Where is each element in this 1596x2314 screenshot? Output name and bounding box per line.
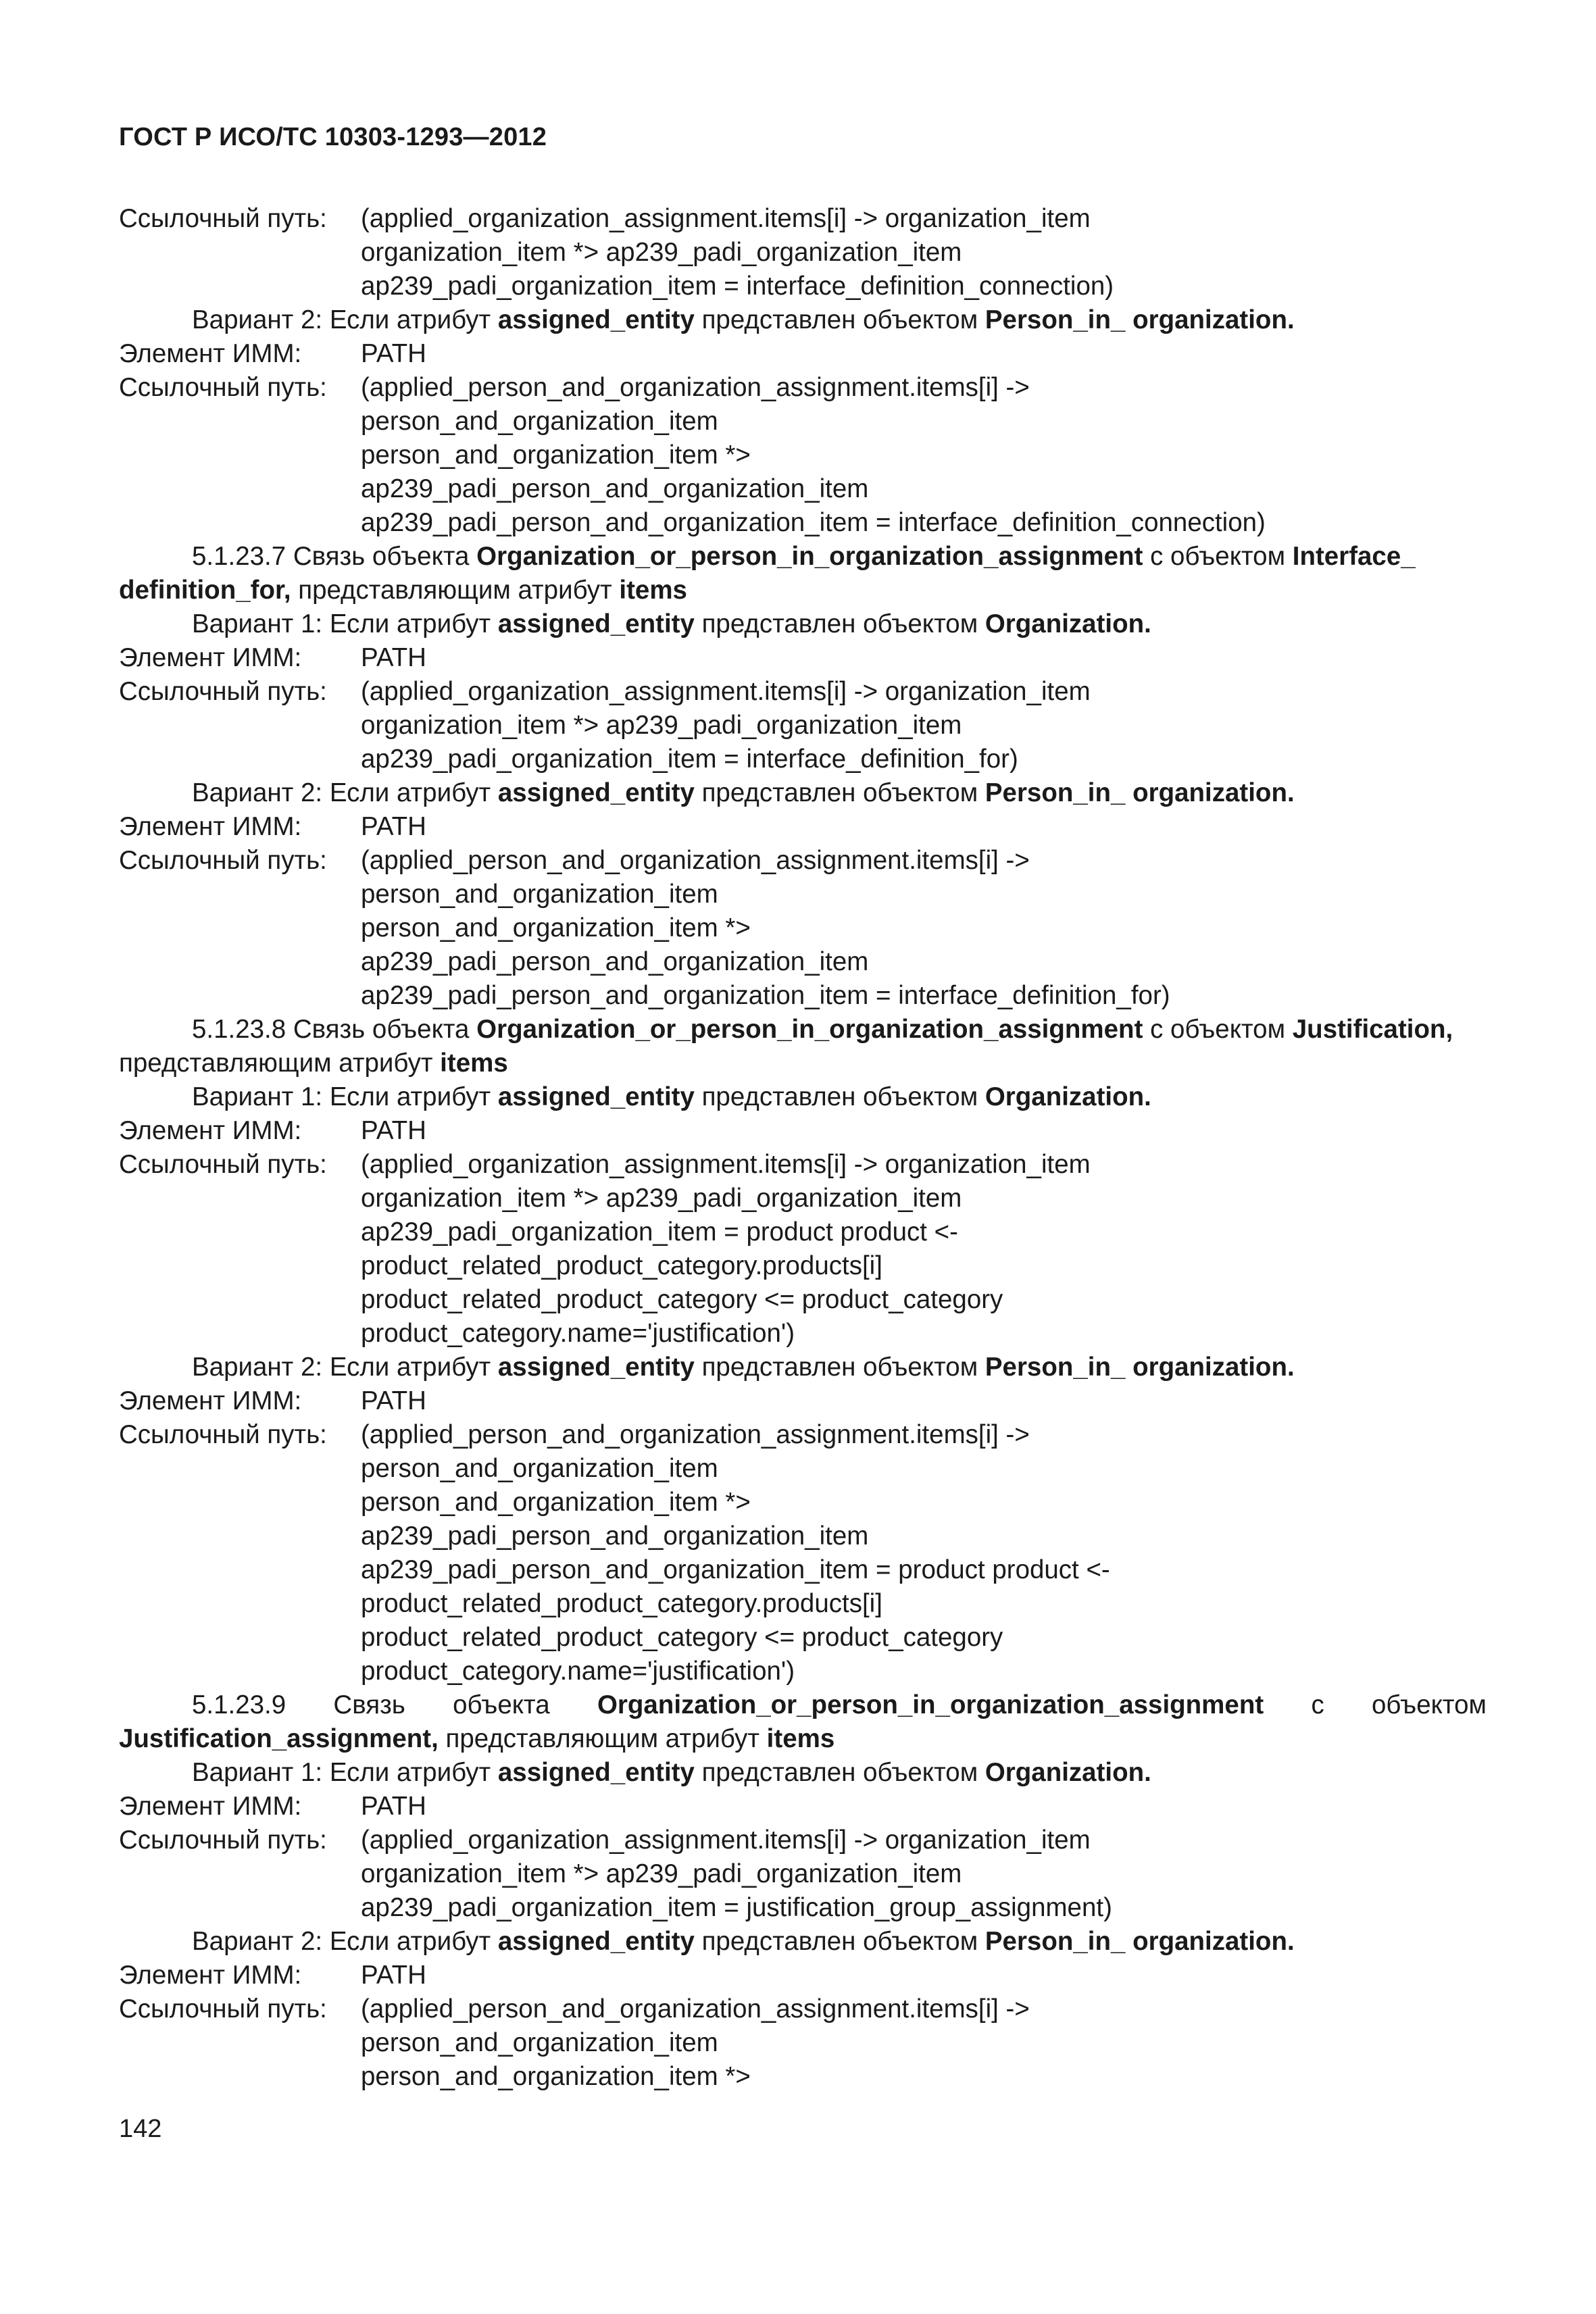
reference-path-line: ap239_padi_person_and_organization_item = interface_definition_for)	[361, 981, 1170, 1010]
mapping-row	[119, 1384, 1487, 1418]
document-code-header: ГОСТ Р ИСО/ТС 10303-1293—2012	[119, 123, 547, 151]
entity-name: Justification,	[1292, 1015, 1453, 1044]
attribute-name: assigned_entity	[497, 778, 695, 807]
mapping-row	[119, 1148, 1487, 1182]
mapping-row	[119, 844, 1487, 878]
entity-name: Organization.	[984, 609, 1151, 638]
reference-path-line: person_and_organization_item *>	[361, 441, 751, 470]
section-heading-continuation	[119, 1047, 1487, 1080]
attribute-name: assigned_entity	[497, 609, 695, 638]
reference-path-line: product_related_product_category <= product_category	[361, 1285, 1003, 1314]
field-label: Ссылочный путь:	[119, 1994, 327, 2023]
attribute-name: assigned_entity	[497, 1082, 695, 1111]
field-label: Элемент ИММ:	[119, 1116, 302, 1145]
field-value: PATH	[361, 643, 426, 672]
reference-path-line: ap239_padi_organization_item = interface_definition_connection)	[361, 272, 1114, 301]
attribute-name: items	[440, 1049, 508, 1078]
field-value: (applied_organization_assignment.items[i] -> organization_item	[361, 1826, 1091, 1855]
field-value: (applied_person_and_organization_assignment.items[i] ->	[361, 846, 1030, 875]
field-label: Ссылочный путь:	[119, 204, 327, 233]
entity-name: Person_in_ organization.	[984, 305, 1295, 334]
reference-path-line: ap239_padi_person_and_organization_item	[361, 474, 869, 503]
entity-name: Person_in_ organization.	[984, 778, 1295, 807]
entity-name: Organization_or_person_in_organization_assignment	[597, 1690, 1264, 1719]
reference-path-line: person_and_organization_item	[361, 1454, 718, 1483]
section-text: 5.1.23.9 Связь объекта	[192, 1690, 597, 1719]
section-text: с объектом	[1143, 542, 1293, 571]
variant-text: Вариант 1: Если атрибут	[192, 609, 498, 638]
field-label: Элемент ИММ:	[119, 1792, 302, 1821]
reference-path-line: person_and_organization_item *>	[361, 1488, 751, 1517]
variant-text: Вариант 2: Если атрибут	[192, 778, 498, 807]
section-heading	[119, 540, 1487, 574]
entity-name: Interface_	[1292, 542, 1416, 571]
reference-path-line: ap239_padi_person_and_organization_item = product product <-	[361, 1555, 1110, 1584]
field-value: PATH	[361, 339, 426, 368]
section-heading-continuation	[119, 1722, 1487, 1756]
reference-path-line: person_and_organization_item	[361, 2028, 718, 2057]
entity-name: definition_for,	[119, 576, 291, 605]
mapping-row	[119, 641, 1487, 675]
field-value: (applied_organization_assignment.items[i] -> organization_item	[361, 204, 1091, 233]
reference-path-line: product_category.name='justification')	[361, 1319, 795, 1348]
entity-name: Organization.	[984, 1082, 1151, 1111]
field-value: PATH	[361, 812, 426, 841]
mapping-row	[119, 202, 1487, 236]
field-label: Ссылочный путь:	[119, 1420, 327, 1449]
field-label: Ссылочный путь:	[119, 373, 327, 402]
reference-path-line: product_category.name='justification')	[361, 1657, 795, 1686]
variant-text: представлен объектом	[694, 1082, 985, 1111]
variant-text: представлен объектом	[694, 1927, 985, 1956]
section-text: 5.1.23.8 Связь объекта	[192, 1015, 477, 1044]
reference-path-line: organization_item *> ap239_padi_organization_item	[361, 1859, 962, 1888]
field-label: Элемент ИММ:	[119, 1961, 302, 1990]
field-value: PATH	[361, 1792, 426, 1821]
entity-name: Justification_assignment,	[119, 1724, 439, 1753]
mapping-row	[119, 337, 1487, 371]
field-label: Ссылочный путь:	[119, 846, 327, 875]
attribute-name: assigned_entity	[497, 305, 695, 334]
mapping-row	[119, 1418, 1487, 1452]
variant-text: Вариант 1: Если атрибут	[192, 1082, 498, 1111]
reference-path-line: ap239_padi_person_and_organization_item	[361, 1521, 869, 1551]
section-text: с объектом	[1143, 1015, 1293, 1044]
reference-path-line: organization_item *> ap239_padi_organization_item	[361, 1184, 962, 1213]
attribute-name: items	[766, 1724, 835, 1753]
field-value: (applied_person_and_organization_assignment.items[i] ->	[361, 1994, 1030, 2023]
reference-path-line: ap239_padi_person_and_organization_item	[361, 947, 869, 976]
attribute-name: assigned_entity	[497, 1353, 695, 1382]
mapping-row	[119, 1790, 1487, 1823]
field-label: Ссылочный путь:	[119, 1826, 327, 1855]
reference-path-line: ap239_padi_organization_item = product product <-	[361, 1217, 958, 1247]
entity-name: Person_in_ organization.	[984, 1927, 1295, 1956]
variant-text: представлен объектом	[694, 778, 985, 807]
reference-path-line: product_related_product_category.products[i]	[361, 1589, 882, 1618]
section-text: с объектом	[1264, 1690, 1487, 1719]
section-text: представляющим атрибут	[119, 1049, 441, 1078]
variant-text: представлен объектом	[694, 305, 985, 334]
document-body	[119, 202, 1487, 2094]
section-heading	[119, 1013, 1487, 1047]
mapping-row	[119, 675, 1487, 709]
mapping-row	[119, 1114, 1487, 1148]
field-value: (applied_organization_assignment.items[i] -> organization_item	[361, 1150, 1091, 1179]
field-label: Элемент ИММ:	[119, 339, 302, 368]
reference-path-line: ap239_padi_person_and_organization_item = interface_definition_connection)	[361, 508, 1266, 537]
section-text: представляющим атрибут	[291, 576, 620, 605]
field-label: Элемент ИММ:	[119, 643, 302, 672]
variant-line	[119, 1351, 1487, 1384]
field-label: Элемент ИММ:	[119, 1386, 302, 1415]
variant-line	[119, 1756, 1487, 1790]
variant-line	[119, 303, 1487, 337]
field-value: PATH	[361, 1386, 426, 1415]
page-number: 142	[119, 2115, 162, 2143]
variant-text: представлен объектом	[694, 1758, 985, 1787]
field-value: (applied_person_and_organization_assignment.items[i] ->	[361, 1420, 1030, 1449]
field-label: Ссылочный путь:	[119, 677, 327, 706]
attribute-name: items	[619, 576, 687, 605]
field-value: (applied_organization_assignment.items[i] -> organization_item	[361, 677, 1091, 706]
field-value: (applied_person_and_organization_assignment.items[i] ->	[361, 373, 1030, 402]
field-label: Элемент ИММ:	[119, 812, 302, 841]
reference-path-line: person_and_organization_item *>	[361, 2062, 751, 2091]
variant-line	[119, 1080, 1487, 1114]
mapping-row	[119, 1823, 1487, 1857]
section-text: представляющим атрибут	[438, 1724, 767, 1753]
reference-path-line: ap239_padi_organization_item = justification_group_assignment)	[361, 1893, 1112, 1922]
reference-path-line: person_and_organization_item	[361, 880, 718, 909]
reference-path-line: product_related_product_category.products[i]	[361, 1251, 882, 1280]
entity-name: Organization.	[984, 1758, 1151, 1787]
section-heading	[119, 1688, 1487, 1722]
variant-text: представлен объектом	[694, 609, 985, 638]
field-value: PATH	[361, 1961, 426, 1990]
field-label: Ссылочный путь:	[119, 1150, 327, 1179]
reference-path-line: organization_item *> ap239_padi_organization_item	[361, 238, 962, 267]
variant-line	[119, 776, 1487, 810]
entity-name: Organization_or_person_in_organization_assignment	[476, 1015, 1143, 1044]
mapping-row	[119, 371, 1487, 405]
variant-text: Вариант 1: Если атрибут	[192, 1758, 498, 1787]
variant-text: представлен объектом	[694, 1353, 985, 1382]
variant-text: Вариант 2: Если атрибут	[192, 305, 498, 334]
entity-name: Organization_or_person_in_organization_assignment	[476, 542, 1143, 571]
reference-path-line: product_related_product_category <= product_category	[361, 1623, 1003, 1652]
variant-line	[119, 607, 1487, 641]
mapping-row	[119, 1992, 1487, 2026]
mapping-row	[119, 810, 1487, 844]
variant-text: Вариант 2: Если атрибут	[192, 1353, 498, 1382]
attribute-name: assigned_entity	[497, 1927, 695, 1956]
reference-path-line: organization_item *> ap239_padi_organization_item	[361, 711, 962, 740]
reference-path-line: person_and_organization_item	[361, 407, 718, 436]
reference-path-line: person_and_organization_item *>	[361, 913, 751, 942]
field-value: PATH	[361, 1116, 426, 1145]
variant-line	[119, 1925, 1487, 1959]
attribute-name: assigned_entity	[497, 1758, 695, 1787]
section-heading-continuation	[119, 574, 1487, 607]
mapping-row	[119, 1959, 1487, 1992]
reference-path-line: ap239_padi_organization_item = interface_definition_for)	[361, 745, 1018, 774]
section-text: 5.1.23.7 Связь объекта	[192, 542, 477, 571]
variant-text: Вариант 2: Если атрибут	[192, 1927, 498, 1956]
entity-name: Person_in_ organization.	[984, 1353, 1295, 1382]
